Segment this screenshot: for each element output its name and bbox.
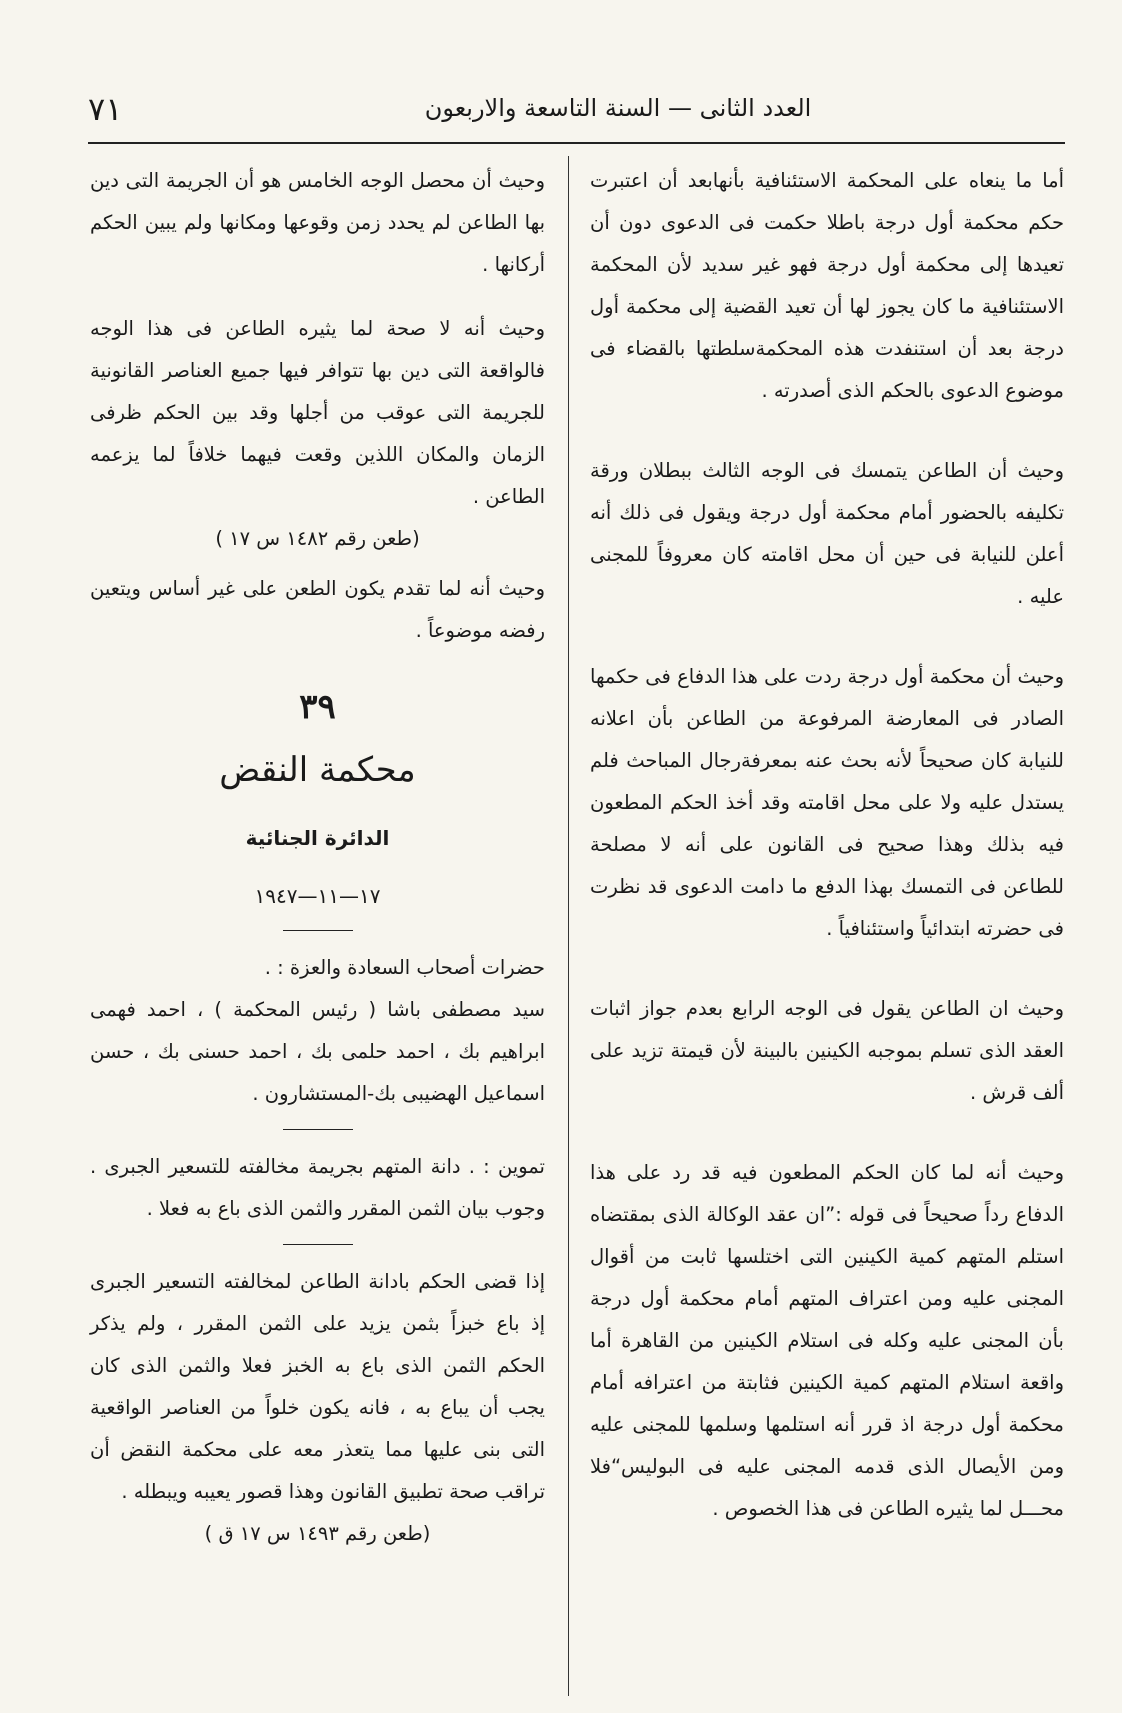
paragraph: وحيث أنه لا صحة لما يثيره الطاعن فى هذا الوجه فالواقعة التى دين بها تتوافر فيها جميع العناصر القانونية للجريمة التى عوقب من أجلها وقد بين الحكم ظرفى الزمان والمكان اللذين وقعت فيهما خلافاً لما يزعمه الطاعن . <box>90 317 545 508</box>
ruling-principle: إذا قضى الحكم بادانة الطاعن لمخالفته التسعير الجبرى إذ باع خبزاً بثمن يزيد على الثمن المقرر ، ولم يذكر الحكم الثمن الذى باع به الخبز فعلا والثمن الذى كان يجب أن يباع به ، فانه يكون خلواً من العناصر الواقعية التى بنى عليها مما يتعذر معه على محكمة النقض أن تراقب صحة تطبيق القانون وهذا قصور يعيبه ويبطله . <box>90 1270 545 1503</box>
divider <box>283 1244 353 1245</box>
circuit-label: الدائرة الجنائية <box>245 826 390 850</box>
ruling-date: ١٧—١١—١٩٤٧ <box>254 884 381 908</box>
attendees-intro: حضرات أصحاب السعادة والعزة : . <box>264 956 545 979</box>
case-number: ٣٩ <box>299 687 336 727</box>
column-divider <box>568 156 569 1696</box>
running-head: العدد الثانى — السنة التاسعة والاربعون <box>424 94 812 122</box>
divider <box>283 1129 353 1130</box>
right-column <box>590 160 1064 1530</box>
paragraph: أما ما ينعاه على المحكمة الاستئنافية بأنهابعد أن اعتبرت حكم محكمة أول درجة باطلا حكمت فى الدعوى دون أن تعيدها إلى محكمة أول درجة فهو غير سديد لأن المحكمة الاستئنافية ما كان يجوز لها أن تعيد القضية إلى محكمة أول درجة بعد أن استنفدت هذه المحكمةسلطتها بالقضاء فى موضوع الدعوى بالحكم الذى أصدرته . <box>590 169 1064 402</box>
page-number: ٧١ <box>88 90 123 128</box>
header-rule <box>88 142 1065 144</box>
paragraph: وحيث أن محصل الوجه الخامس هو أن الجريمة التى دين بها الطاعن لم يحدد زمن وقوعها ومكانها ولم يبين الحكم أركانها . <box>90 169 545 276</box>
court-title: محكمة النقض <box>219 750 416 790</box>
paragraph: وحيث أن محكمة أول درجة ردت على هذا الدفاع فى حكمها الصادر فى المعارضة المرفوعة من الطاعن بأن اعلانه للنيابة كان صحيحاً لأنه بحث عنه بمعرفةرجال المباحث فلم يستدل عليه ولا على محل اقامته وقد أخذ الحكم المطعون فيه بذلك وهذا صحيح فى القانون على أنه لا مصلحة للطاعن فى التمسك بهذا الدفع ما دامت الدعوى قد نظرت فى حضرته ابتدائياً واستئنافياً . <box>590 665 1064 940</box>
attendees-list: سيد مصطفى باشا ( رئيس المحكمة ) ، احمد فهمى ابراهيم بك ، احمد حلمى بك ، احمد حسنى بك ، حسن اسماعيل الهضيبى بك-المستشارون . <box>90 998 545 1105</box>
paragraph: وحيث أن الطاعن يتمسك فى الوجه الثالث ببطلان ورقة تكليفه بالحضور أمام محكمة أول درجة ويقول فى ذلك أنه أعلن للنيابة فى حين أن محل اقامته كان معروفاً للمجنى عليه . <box>590 459 1064 608</box>
paragraph: وحيث أنه لما كان الحكم المطعون فيه قد رد على هذا الدفاع رداً صحيحاً فى قوله :”ان عقد الوكالة الذى بمقتضاه استلم المتهم كمية الكينين التى اختلسها ثابت من أقوال المجنى عليه ومن اعتراف المتهم أمام محكمة أول درجة بأن المجنى عليه وكله فى استلام الكينين من القاهرة أما واقعة استلام المتهم كمية الكينين فثابتة من اعترافه أمام محكمة أول درجة اذ قرر أنه استلمها وسلمها للمجنى عليه ومن الأيصال الذى قدمه المجنى عليه فى البوليس“فلا محـــل لما يثيره الطاعن فى هذا الخصوص . <box>590 1161 1064 1520</box>
left-column <box>90 160 545 1555</box>
page-header <box>88 90 1063 130</box>
paragraph: وحيث أنه لما تقدم يكون الطعن على غير أساس ويتعين رفضه موضوعاً . <box>90 577 545 642</box>
case-subject: تموين : . دانة المتهم بجريمة مخالفته للتسعير الجبرى . وجوب بيان الثمن المقرر والثمن الذى باع به فعلا . <box>90 1155 545 1220</box>
appeal-reference: (طعن رقم ١٤٨٢ س ١٧ ) <box>215 527 420 550</box>
paragraph: وحيث ان الطاعن يقول فى الوجه الرابع بعدم جواز اثبات العقد الذى تسلم بموجبه الكينين بالبينة لأن قيمتة تزيد على ألف قرش . <box>590 997 1064 1104</box>
divider <box>283 930 353 931</box>
appeal-reference: (طعن رقم ١٤٩٣ س ١٧ ق ) <box>204 1522 431 1545</box>
